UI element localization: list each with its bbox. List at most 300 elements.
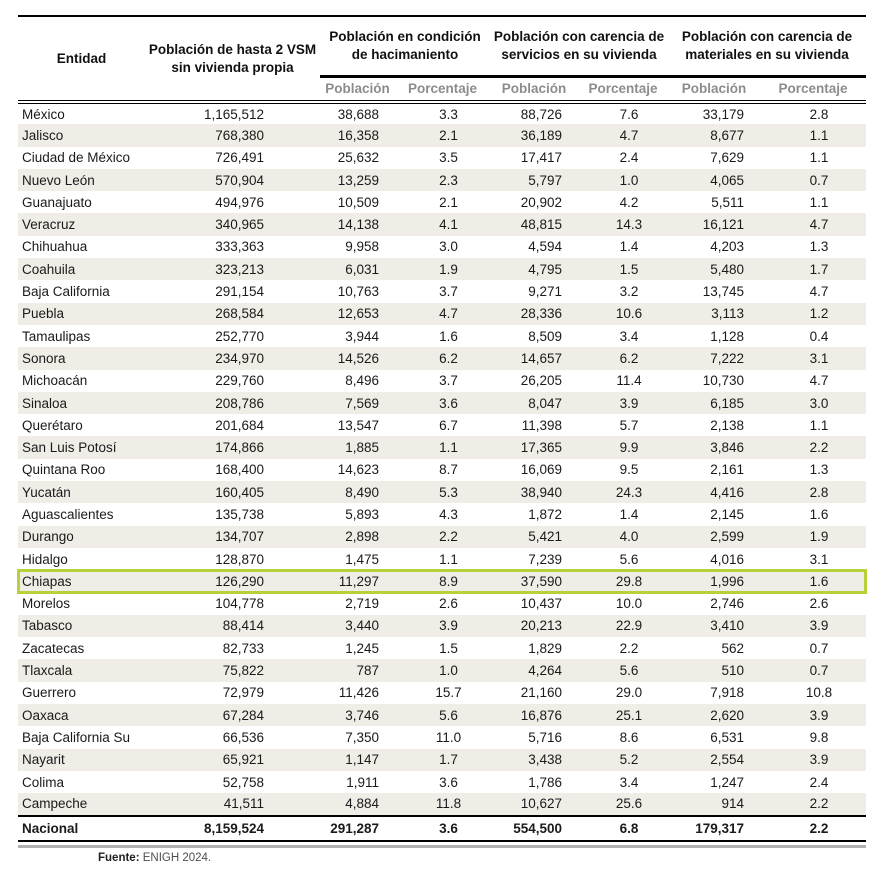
cell-servicios-poblacion: 17,417 <box>520 150 563 166</box>
table-row <box>18 325 866 347</box>
cell-hacinamiento-poblacion: 38,688 <box>337 106 379 122</box>
source-value: ENIGH 2024. <box>142 851 212 864</box>
cell-servicios-poblacion: 4,795 <box>490 258 578 280</box>
source-note <box>98 852 866 864</box>
table-row <box>18 526 866 548</box>
cell-servicios-porcentaje: 4.0 <box>578 526 668 548</box>
cell-hacinamiento-poblacion: 1,147 <box>320 749 395 771</box>
table-row <box>18 793 866 815</box>
cell-entidad: Zacatecas <box>22 640 85 656</box>
cell-vsm-poblacion: 268,584 <box>145 303 320 325</box>
cell-materiales-poblacion: 6,531 <box>710 729 745 745</box>
cell-vsm-poblacion: 333,363 <box>215 239 264 255</box>
cell-materiales-porcentaje: 1.1 <box>809 150 829 166</box>
cell-entidad: Chiapas <box>18 570 145 592</box>
cell-hacinamiento-porcentaje: 3.7 <box>439 373 458 389</box>
cell-hacinamiento-porcentaje: 3.3 <box>439 106 458 122</box>
cell-materiales-poblacion: 510 <box>668 659 760 681</box>
cell-materiales-porcentaje: 1.1 <box>760 124 866 146</box>
cell-servicios-porcentaje: 2.4 <box>619 150 639 166</box>
cell-hacinamiento-poblacion: 7,569 <box>320 392 395 414</box>
cell-materiales-poblacion: 4,416 <box>668 481 760 503</box>
cell-vsm-poblacion: 726,491 <box>215 150 264 166</box>
table-row <box>18 682 866 704</box>
cell-materiales-poblacion: 2,620 <box>668 704 760 726</box>
cell-materiales-poblacion: 2,145 <box>710 506 745 522</box>
cell-servicios-poblacion: 3,438 <box>490 749 578 771</box>
cell-hacinamiento-poblacion: 2,719 <box>345 596 379 612</box>
cell-entidad: Oaxaca <box>18 704 145 726</box>
cell-servicios-poblacion: 554,500 <box>490 816 578 841</box>
cell-entidad: México <box>22 106 65 122</box>
cell-materiales-porcentaje: 1.6 <box>760 570 866 592</box>
cell-entidad: Campeche <box>18 793 145 815</box>
cell-materiales-poblacion: 179,317 <box>668 816 760 841</box>
cell-vsm-poblacion: 67,284 <box>145 704 320 726</box>
cell-materiales-porcentaje: 10.8 <box>805 685 833 701</box>
cell-hacinamiento-poblacion: 1,885 <box>320 436 395 458</box>
cell-hacinamiento-poblacion: 3,746 <box>320 704 395 726</box>
cell-materiales-poblacion: 1,128 <box>710 328 745 344</box>
cell-hacinamiento-poblacion: 13,547 <box>337 417 379 433</box>
table-body <box>18 102 866 841</box>
cell-materiales-porcentaje: 2.2 <box>760 793 866 815</box>
cell-hacinamiento-poblacion: 2,898 <box>320 526 395 548</box>
cell-servicios-porcentaje: 4.7 <box>578 124 668 146</box>
cell-hacinamiento-poblacion: 11,297 <box>320 570 395 592</box>
cell-vsm-poblacion: 208,786 <box>145 392 320 414</box>
cell-entidad: Tamaulipas <box>22 328 91 344</box>
cell-materiales-porcentaje: 1.1 <box>809 417 829 433</box>
cell-vsm-poblacion: 8,159,524 <box>145 816 320 841</box>
cell-servicios-poblacion: 1,786 <box>528 774 563 790</box>
cell-servicios-poblacion: 10,437 <box>520 596 563 612</box>
group-header-hacinamiento: Población en condición de hacimaniento <box>320 16 490 76</box>
table-row <box>18 280 866 302</box>
cell-vsm-poblacion: 160,405 <box>145 481 320 503</box>
cell-servicios-poblacion: 36,189 <box>490 124 578 146</box>
cell-servicios-poblacion: 88,726 <box>520 106 563 122</box>
cell-servicios-porcentaje: 10.6 <box>578 303 668 325</box>
cell-vsm-poblacion: 201,684 <box>215 417 264 433</box>
cell-materiales-porcentaje: 1.6 <box>809 506 829 522</box>
cell-vsm-poblacion: 75,822 <box>145 659 320 681</box>
cell-entidad: Nacional <box>18 816 145 841</box>
cell-servicios-porcentaje: 25.1 <box>578 704 668 726</box>
cell-hacinamiento-porcentaje: 4.3 <box>439 506 458 522</box>
cell-materiales-poblacion: 3,410 <box>668 615 760 637</box>
cell-materiales-porcentaje: 1.9 <box>760 526 866 548</box>
cell-materiales-poblacion: 1,996 <box>668 570 760 592</box>
cell-entidad: Puebla <box>18 303 145 325</box>
cell-materiales-porcentaje: 0.4 <box>809 328 829 344</box>
cell-servicios-porcentaje: 14.3 <box>578 213 668 235</box>
cell-materiales-poblacion: 4,016 <box>710 551 745 567</box>
cell-vsm-poblacion: 494,976 <box>215 194 264 210</box>
cell-materiales-porcentaje: 3.9 <box>760 704 866 726</box>
cell-entidad: Guerrero <box>22 685 77 701</box>
cell-hacinamiento-porcentaje: 3.0 <box>439 239 458 255</box>
cell-hacinamiento-poblacion: 1,245 <box>345 640 379 656</box>
cell-hacinamiento-poblacion: 16,358 <box>320 124 395 146</box>
cell-vsm-poblacion: 229,760 <box>215 373 264 389</box>
cell-servicios-porcentaje: 9.5 <box>619 462 639 478</box>
cell-materiales-porcentaje: 9.8 <box>809 729 829 745</box>
cell-hacinamiento-porcentaje: 2.1 <box>439 194 458 210</box>
cell-hacinamiento-porcentaje: 8.9 <box>395 570 490 592</box>
cell-materiales-porcentaje: 1.7 <box>760 258 866 280</box>
table-row <box>18 749 866 771</box>
cell-vsm-poblacion: 1,165,512 <box>203 106 264 122</box>
cell-materiales-poblacion: 7,629 <box>710 150 745 166</box>
table-row <box>18 303 866 325</box>
cell-hacinamiento-porcentaje: 5.6 <box>395 704 490 726</box>
cell-hacinamiento-porcentaje: 3.7 <box>439 284 458 300</box>
cell-materiales-poblacion: 562 <box>721 640 745 656</box>
cell-servicios-porcentaje: 1.0 <box>578 169 668 191</box>
cell-vsm-poblacion: 234,970 <box>145 347 320 369</box>
cell-hacinamiento-poblacion: 3,440 <box>320 615 395 637</box>
cell-entidad: Ciudad de México <box>22 150 131 166</box>
cell-hacinamiento-poblacion: 8,496 <box>345 373 379 389</box>
cell-servicios-poblacion: 38,940 <box>490 481 578 503</box>
cell-servicios-poblacion: 20,902 <box>520 194 563 210</box>
table-row <box>18 548 866 570</box>
cell-materiales-poblacion: 8,677 <box>668 124 760 146</box>
cell-servicios-porcentaje: 1.4 <box>619 239 639 255</box>
cell-hacinamiento-poblacion: 5,893 <box>345 506 379 522</box>
cell-vsm-poblacion: 135,738 <box>215 506 264 522</box>
cell-servicios-poblacion: 5,421 <box>490 526 578 548</box>
cell-materiales-porcentaje: 0.7 <box>760 659 866 681</box>
cell-hacinamiento-poblacion: 1,475 <box>345 551 379 567</box>
cell-materiales-porcentaje: 1.3 <box>809 462 829 478</box>
cell-entidad: Aguascalientes <box>22 506 114 522</box>
cell-vsm-poblacion: 41,511 <box>145 793 320 815</box>
cell-servicios-porcentaje: 5.7 <box>619 417 639 433</box>
cell-hacinamiento-porcentaje: 11.0 <box>435 729 462 745</box>
cell-hacinamiento-porcentaje: 3.9 <box>395 615 490 637</box>
cell-servicios-porcentaje: 29.8 <box>578 570 668 592</box>
cell-hacinamiento-poblacion: 3,944 <box>345 328 379 344</box>
table-header <box>18 16 866 102</box>
cell-entidad: Quintana Roo <box>22 462 106 478</box>
cell-servicios-poblacion: 5,716 <box>528 729 563 745</box>
cell-materiales-porcentaje: 4.7 <box>809 284 829 300</box>
cell-hacinamiento-poblacion: 14,526 <box>320 347 395 369</box>
cell-hacinamiento-poblacion: 14,138 <box>320 213 395 235</box>
cell-servicios-porcentaje: 29.0 <box>615 685 643 701</box>
cell-vsm-poblacion: 134,707 <box>145 526 320 548</box>
table-row <box>18 436 866 458</box>
subheader-servicios-poblacion: Población <box>490 76 578 102</box>
cell-materiales-poblacion: 16,121 <box>668 213 760 235</box>
cell-materiales-porcentaje: 3.1 <box>809 551 829 567</box>
table-row <box>18 593 866 615</box>
cell-servicios-poblacion: 17,365 <box>490 436 578 458</box>
cell-hacinamiento-poblacion: 9,958 <box>345 239 379 255</box>
table-row <box>18 370 866 392</box>
cell-entidad: Morelos <box>22 596 71 612</box>
cell-hacinamiento-porcentaje: 3.6 <box>439 774 458 790</box>
cell-materiales-poblacion: 5,511 <box>711 194 745 210</box>
cell-vsm-poblacion: 174,866 <box>145 436 320 458</box>
cell-materiales-porcentaje: 1.3 <box>809 239 829 255</box>
table-row <box>18 726 866 748</box>
cell-entidad: Baja California Su <box>22 729 131 745</box>
cell-servicios-poblacion: 11,398 <box>521 417 563 433</box>
table-row <box>18 414 866 436</box>
table-row <box>18 124 866 146</box>
cell-vsm-poblacion: 126,290 <box>145 570 320 592</box>
cell-entidad: Nuevo León <box>18 169 145 191</box>
cell-materiales-poblacion: 13,745 <box>702 284 745 300</box>
cell-hacinamiento-porcentaje: 2.3 <box>395 169 490 191</box>
cell-materiales-poblacion: 3,846 <box>668 436 760 458</box>
cell-servicios-porcentaje: 9.9 <box>578 436 668 458</box>
column-header-vsm: Población de hasta 2 VSM sin vivienda propia <box>145 16 320 102</box>
cell-vsm-poblacion: 291,154 <box>215 284 264 300</box>
cell-servicios-poblacion: 1,829 <box>528 640 563 656</box>
cell-hacinamiento-poblacion: 8,490 <box>320 481 395 503</box>
subheader-materiales-porcentaje: Porcentaje <box>760 76 866 102</box>
table-row <box>18 392 866 414</box>
cell-entidad: Veracruz <box>18 213 145 235</box>
cell-hacinamiento-poblacion: 6,031 <box>320 258 395 280</box>
cell-entidad: Coahuila <box>18 258 145 280</box>
cell-materiales-porcentaje: 2.4 <box>809 774 829 790</box>
cell-servicios-porcentaje: 22.9 <box>578 615 668 637</box>
cell-vsm-poblacion: 570,904 <box>145 169 320 191</box>
cell-hacinamiento-poblacion: 7,350 <box>345 729 379 745</box>
cell-hacinamiento-porcentaje: 1.7 <box>395 749 490 771</box>
table-row <box>18 637 866 659</box>
table-row <box>18 459 866 481</box>
source-label: Fuente: <box>98 851 140 864</box>
table-row <box>18 570 866 592</box>
cell-materiales-poblacion: 1,247 <box>710 774 745 790</box>
table-row <box>18 258 866 280</box>
table-row <box>18 102 866 124</box>
cell-vsm-poblacion: 252,770 <box>215 328 264 344</box>
cell-servicios-poblacion: 4,594 <box>528 239 563 255</box>
cell-entidad: Jalisco <box>18 124 145 146</box>
cell-materiales-porcentaje: 2.2 <box>760 436 866 458</box>
cell-servicios-porcentaje: 2.2 <box>619 640 639 656</box>
group-header-materiales: Población con carencia de materiales en su vivienda <box>668 16 866 76</box>
cell-materiales-porcentaje: 2.8 <box>809 106 829 122</box>
cell-hacinamiento-porcentaje: 3.6 <box>395 392 490 414</box>
cell-servicios-porcentaje: 3.4 <box>619 328 639 344</box>
cell-vsm-poblacion: 168,400 <box>215 462 264 478</box>
cell-hacinamiento-porcentaje: 2.2 <box>395 526 490 548</box>
subheader-hacinamiento-poblacion: Población <box>320 76 395 102</box>
cell-servicios-poblacion: 14,657 <box>490 347 578 369</box>
subheader-hacinamiento-porcentaje: Porcentaje <box>395 76 490 102</box>
entidad-housing-table <box>18 15 866 842</box>
table-row <box>18 503 866 525</box>
poverty-housing-table-container <box>18 15 866 864</box>
cell-hacinamiento-porcentaje: 1.0 <box>395 659 490 681</box>
cell-hacinamiento-poblacion: 787 <box>320 659 395 681</box>
table-row <box>18 213 866 235</box>
cell-servicios-porcentaje: 4.2 <box>619 194 639 210</box>
cell-vsm-poblacion: 82,733 <box>222 640 264 656</box>
cell-entidad: Tlaxcala <box>18 659 145 681</box>
cell-hacinamiento-poblacion: 1,911 <box>346 774 379 790</box>
cell-materiales-poblacion: 2,161 <box>710 462 745 478</box>
table-row <box>18 347 866 369</box>
cell-materiales-poblacion: 2,554 <box>668 749 760 771</box>
cell-entidad: Sonora <box>18 347 145 369</box>
cell-vsm-poblacion: 340,965 <box>145 213 320 235</box>
cell-entidad: Colima <box>22 774 65 790</box>
cell-vsm-poblacion: 88,414 <box>145 615 320 637</box>
cell-materiales-poblacion: 3,113 <box>668 303 760 325</box>
cell-vsm-poblacion: 104,778 <box>215 596 264 612</box>
cell-servicios-porcentaje: 8.6 <box>619 729 639 745</box>
cell-materiales-porcentaje: 3.1 <box>760 347 866 369</box>
table-row <box>18 169 866 191</box>
cell-servicios-poblacion: 10,627 <box>490 793 578 815</box>
cell-servicios-poblacion: 8,047 <box>490 392 578 414</box>
cell-servicios-poblacion: 16,069 <box>520 462 563 478</box>
cell-hacinamiento-porcentaje: 1.1 <box>439 551 458 567</box>
cell-materiales-poblacion: 2,138 <box>710 417 745 433</box>
cell-entidad: San Luis Potosí <box>18 436 145 458</box>
cell-hacinamiento-porcentaje: 5.3 <box>395 481 490 503</box>
cell-servicios-porcentaje: 3.9 <box>578 392 668 414</box>
cell-servicios-poblacion: 21,160 <box>520 685 563 701</box>
cell-entidad: Hidalgo <box>22 551 68 567</box>
cell-hacinamiento-porcentaje: 6.7 <box>439 417 458 433</box>
cell-servicios-poblacion: 7,239 <box>528 551 563 567</box>
cell-vsm-poblacion: 65,921 <box>145 749 320 771</box>
cell-hacinamiento-porcentaje: 4.7 <box>395 303 490 325</box>
subheader-materiales-poblacion: Población <box>668 76 760 102</box>
cell-hacinamiento-porcentaje: 8.7 <box>439 462 458 478</box>
cell-vsm-poblacion: 768,380 <box>145 124 320 146</box>
cell-materiales-poblacion: 7,222 <box>668 347 760 369</box>
cell-entidad: Tabasco <box>18 615 145 637</box>
cell-servicios-poblacion: 4,264 <box>490 659 578 681</box>
cell-vsm-poblacion: 66,536 <box>222 729 264 745</box>
cell-materiales-porcentaje: 4.7 <box>760 213 866 235</box>
cell-servicios-porcentaje: 5.2 <box>578 749 668 771</box>
table-row <box>18 659 866 681</box>
cell-materiales-porcentaje: 1.2 <box>760 303 866 325</box>
cell-hacinamiento-porcentaje: 2.1 <box>395 124 490 146</box>
cell-hacinamiento-porcentaje: 1.5 <box>439 640 458 656</box>
cell-materiales-porcentaje: 4.7 <box>809 373 829 389</box>
cell-vsm-poblacion: 72,979 <box>222 685 264 701</box>
cell-hacinamiento-porcentaje: 3.6 <box>395 816 490 841</box>
cell-entidad: Baja California <box>22 284 110 300</box>
cell-materiales-porcentaje: 2.2 <box>760 816 866 841</box>
cell-hacinamiento-poblacion: 25,632 <box>337 150 379 166</box>
cell-servicios-porcentaje: 1.4 <box>619 506 639 522</box>
cell-materiales-poblacion: 4,065 <box>668 169 760 191</box>
table-row <box>18 615 866 637</box>
cell-materiales-poblacion: 914 <box>668 793 760 815</box>
cell-materiales-poblacion: 4,203 <box>710 239 745 255</box>
cell-servicios-porcentaje: 5.6 <box>578 659 668 681</box>
cell-materiales-porcentaje: 0.7 <box>760 169 866 191</box>
cell-entidad: Durango <box>18 526 145 548</box>
cell-hacinamiento-poblacion: 291,287 <box>320 816 395 841</box>
cell-servicios-poblacion: 26,205 <box>520 373 563 389</box>
table-bottom-rule <box>18 845 866 848</box>
group-header-servicios: Población con carencia de servicios en su vivienda <box>490 16 668 76</box>
cell-servicios-porcentaje: 10.0 <box>615 596 643 612</box>
cell-vsm-poblacion: 323,213 <box>145 258 320 280</box>
cell-servicios-porcentaje: 6.8 <box>578 816 668 841</box>
cell-materiales-porcentaje: 3.9 <box>760 615 866 637</box>
cell-entidad: Michoacán <box>22 373 88 389</box>
table-row <box>18 147 866 169</box>
cell-materiales-poblacion: 6,185 <box>668 392 760 414</box>
table-row <box>18 191 866 213</box>
cell-hacinamiento-porcentaje: 6.2 <box>395 347 490 369</box>
cell-servicios-poblacion: 28,336 <box>490 303 578 325</box>
cell-servicios-poblacion: 37,590 <box>490 570 578 592</box>
table-row <box>18 704 866 726</box>
cell-servicios-porcentaje: 7.6 <box>619 106 639 122</box>
cell-materiales-poblacion: 33,179 <box>702 106 745 122</box>
table-row <box>18 236 866 258</box>
cell-materiales-poblacion: 2,599 <box>668 526 760 548</box>
cell-entidad: Chihuahua <box>22 239 88 255</box>
cell-servicios-porcentaje: 1.5 <box>578 258 668 280</box>
cell-servicios-poblacion: 5,797 <box>490 169 578 191</box>
cell-servicios-poblacion: 9,271 <box>528 284 563 300</box>
cell-hacinamiento-porcentaje: 15.7 <box>435 685 462 701</box>
cell-materiales-porcentaje: 2.8 <box>760 481 866 503</box>
cell-hacinamiento-porcentaje: 1.1 <box>395 436 490 458</box>
cell-hacinamiento-poblacion: 11,426 <box>338 685 379 701</box>
table-row <box>18 771 866 793</box>
cell-servicios-porcentaje: 11.4 <box>616 373 642 389</box>
cell-servicios-poblacion: 20,213 <box>490 615 578 637</box>
cell-hacinamiento-porcentaje: 1.9 <box>395 258 490 280</box>
cell-materiales-porcentaje: 2.6 <box>809 596 829 612</box>
cell-servicios-poblacion: 8,509 <box>528 328 563 344</box>
cell-materiales-porcentaje: 0.7 <box>809 640 829 656</box>
cell-entidad: Querétaro <box>22 417 83 433</box>
column-header-entidad: Entidad <box>18 16 145 102</box>
cell-servicios-poblacion: 48,815 <box>490 213 578 235</box>
cell-entidad: Guanajuato <box>22 194 92 210</box>
cell-hacinamiento-poblacion: 14,623 <box>337 462 379 478</box>
cell-hacinamiento-poblacion: 10,509 <box>337 194 379 210</box>
cell-vsm-poblacion: 52,758 <box>222 774 264 790</box>
cell-hacinamiento-porcentaje: 4.1 <box>395 213 490 235</box>
cell-materiales-porcentaje: 1.1 <box>809 194 829 210</box>
cell-materiales-poblacion: 10,730 <box>702 373 745 389</box>
cell-entidad: Yucatán <box>18 481 145 503</box>
cell-servicios-porcentaje: 5.6 <box>619 551 639 567</box>
cell-servicios-porcentaje: 6.2 <box>578 347 668 369</box>
cell-servicios-porcentaje: 24.3 <box>578 481 668 503</box>
cell-materiales-porcentaje: 3.0 <box>760 392 866 414</box>
cell-hacinamiento-poblacion: 10,763 <box>337 284 379 300</box>
cell-servicios-poblacion: 1,872 <box>528 506 563 522</box>
cell-materiales-poblacion: 7,918 <box>710 685 745 701</box>
cell-servicios-porcentaje: 3.2 <box>619 284 639 300</box>
cell-materiales-poblacion: 5,480 <box>668 258 760 280</box>
cell-servicios-porcentaje: 25.6 <box>578 793 668 815</box>
cell-hacinamiento-porcentaje: 1.6 <box>439 328 458 344</box>
